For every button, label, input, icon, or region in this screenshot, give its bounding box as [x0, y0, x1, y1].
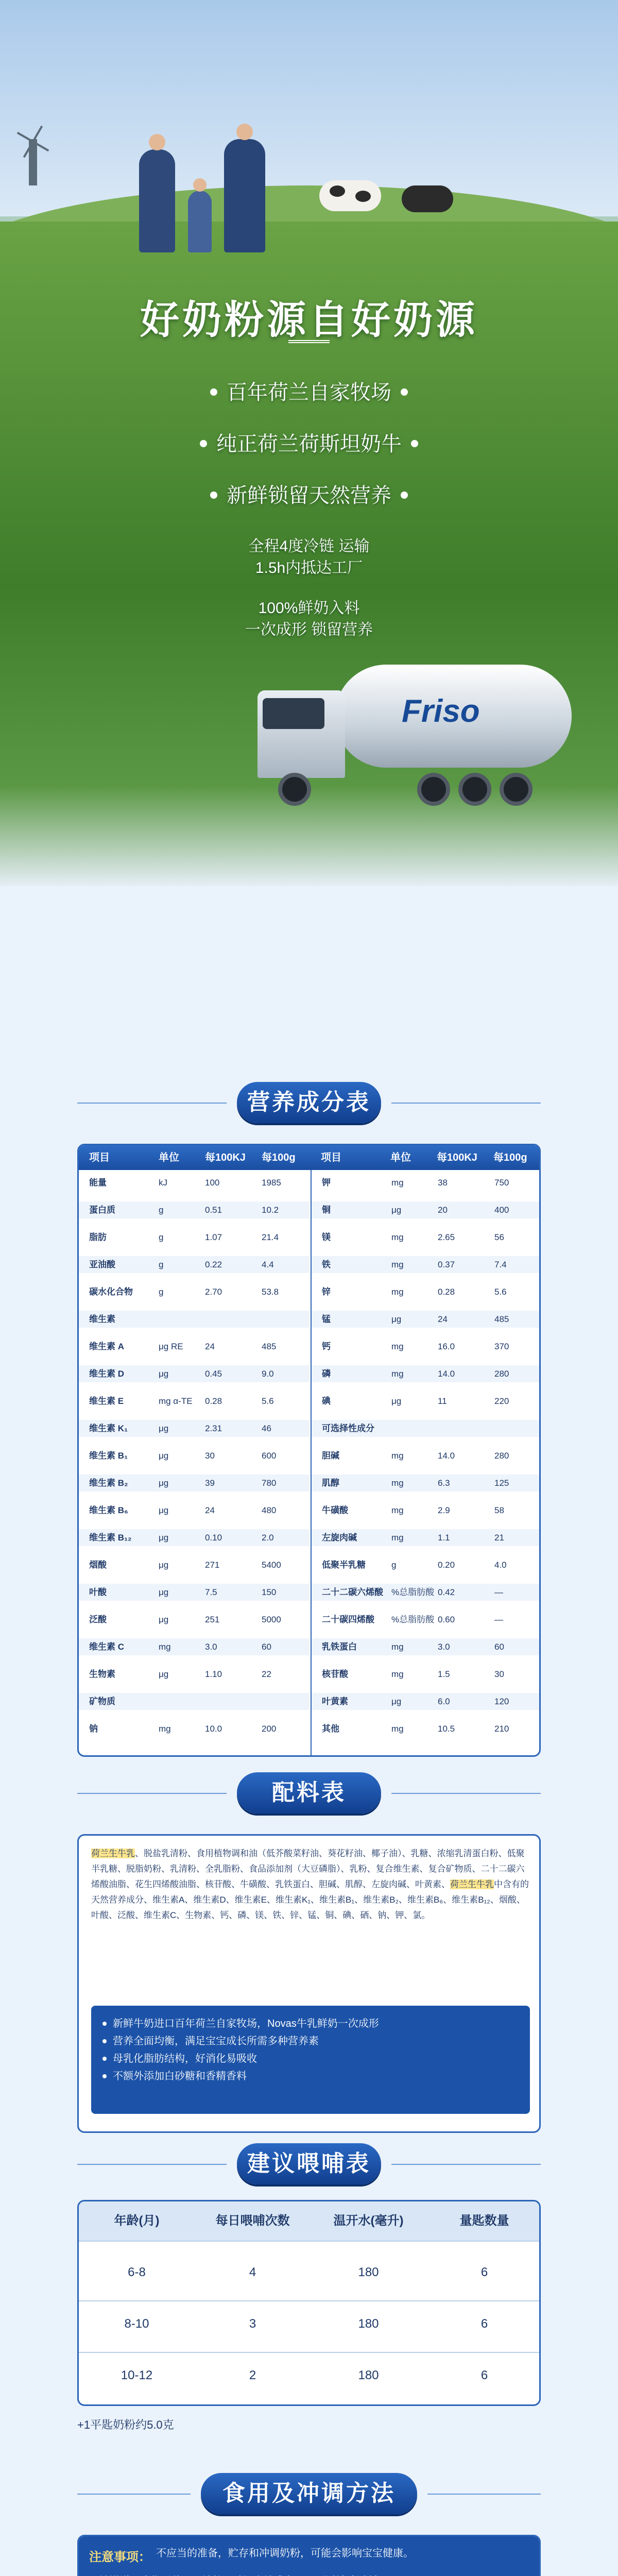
nutrition-cell: 0.51 — [205, 1205, 222, 1215]
hero-line-2: 纯正荷兰荷斯坦奶牛 — [0, 428, 618, 457]
nutrition-cell: 矿物质 — [89, 1697, 115, 1706]
section-header-usage: 食用及冲调方法 — [0, 2473, 618, 2519]
nutrition-cell: 750 — [494, 1178, 509, 1188]
feeding-note: +1平匙奶粉约5.0克 — [77, 2418, 174, 2431]
nutrition-row — [312, 1174, 541, 1191]
nutrition-cell: 220 — [494, 1396, 509, 1406]
nutrition-cell: 叶黄素 — [322, 1697, 348, 1706]
nutrition-cell: 10.0 — [205, 1724, 222, 1734]
nutrition-cell: 0.37 — [438, 1260, 455, 1269]
nutrition-cell: kJ — [159, 1178, 167, 1188]
nutrition-cell: 60 — [262, 1642, 271, 1652]
nutrition-cell: 乳铁蛋白 — [322, 1642, 357, 1652]
nutrition-row — [79, 1420, 310, 1437]
nutrition-cell: 4.0 — [494, 1560, 507, 1570]
nutrition-cell: 0.60 — [438, 1615, 455, 1624]
nutrition-cell: 碳水化合物 — [89, 1287, 133, 1297]
nutrition-cell: 14.0 — [438, 1369, 455, 1379]
nutrition-cell: 60 — [494, 1642, 504, 1652]
nutrition-cell: 125 — [494, 1478, 509, 1488]
nutrition-cell: μg — [391, 1314, 402, 1324]
nutrition-cell: 维生素 D — [89, 1369, 124, 1379]
nutrition-cell: mg — [391, 1669, 404, 1679]
nutrition-cell: 2.0 — [262, 1533, 274, 1543]
nutrition-row — [312, 1283, 541, 1300]
nutrition-cell: μg — [159, 1505, 169, 1515]
nutrition-cell: g — [159, 1205, 164, 1215]
hero-coldchain: 全程4度冷链 运输 1.5h内抵达工厂 — [248, 538, 370, 577]
nutrition-cell: 叶酸 — [89, 1587, 107, 1597]
nutrition-cell: 核苷酸 — [322, 1669, 348, 1679]
section-header-nutrition: 营养成分表 — [0, 1082, 618, 1128]
hero-freshmilk: 100%鲜奶入料 一次成形 锁留营养 — [245, 600, 373, 638]
nutrition-cell: 1985 — [262, 1178, 281, 1188]
nutrition-row — [79, 1201, 310, 1218]
nutrition-cell: 53.8 — [262, 1287, 279, 1297]
nutrition-cell: 280 — [494, 1451, 509, 1461]
nutrition-cell: 磷 — [322, 1369, 331, 1379]
nutrition-cell: 14.0 — [438, 1451, 455, 1461]
nutrition-cell: 30 — [205, 1451, 215, 1461]
hero-line-1: 百年荷兰自家牧场 — [0, 376, 618, 405]
nutrition-cell: 5.6 — [494, 1287, 507, 1297]
nutrition-cell: — — [494, 1587, 503, 1597]
nutrition-row — [79, 1556, 310, 1573]
nutrition-row — [79, 1529, 310, 1546]
nutrition-cell: 200 — [262, 1724, 277, 1734]
nutrition-cell: 锌 — [322, 1287, 331, 1297]
nutrition-cell: 485 — [262, 1342, 277, 1351]
nutrition-row — [79, 1338, 310, 1355]
nutrition-row — [312, 1584, 541, 1601]
nutrition-cell: μg — [159, 1423, 169, 1433]
nutrition-row — [79, 1447, 310, 1464]
nutrition-row — [312, 1201, 541, 1218]
nutrition-cell: 蛋白质 — [89, 1205, 115, 1215]
nutrition-row — [312, 1311, 541, 1328]
nutrition-cell: 维生素 A — [89, 1342, 124, 1351]
nutrition-cell: 胆碱 — [322, 1451, 339, 1461]
nutrition-cell: 可选择性成分 — [322, 1423, 374, 1433]
family-photo — [139, 129, 294, 252]
nutrition-row — [79, 1693, 310, 1710]
nutrition-row — [312, 1638, 541, 1655]
usage-notice: 注意事项： 不应当的准备，贮存和冲调奶粉，可能会影响宝宝健康。 — [79, 2536, 541, 2576]
nutrition-cell: mg — [391, 1451, 404, 1461]
nutrition-row — [79, 1311, 310, 1328]
nutrition-row — [312, 1666, 541, 1683]
nutrition-cell: 碘 — [322, 1396, 331, 1406]
nutrition-cell: 钾 — [322, 1178, 331, 1188]
nutrition-cell: mg — [391, 1287, 404, 1297]
nutrition-cell: mg — [159, 1642, 171, 1652]
nutrition-cell: 生物素 — [89, 1669, 115, 1679]
nutrition-cell: 1.07 — [205, 1232, 222, 1242]
nutrition-cell: 21.4 — [262, 1232, 279, 1242]
nutrition-cell: 1.10 — [205, 1669, 222, 1679]
nutrition-cell: 钠 — [89, 1724, 98, 1734]
nutrition-cell: 370 — [494, 1342, 509, 1351]
hero-banner — [0, 0, 618, 886]
sky — [0, 0, 618, 216]
nutrition-cell: 24 — [438, 1314, 448, 1324]
nutrition-cell: μg — [391, 1697, 402, 1706]
ingredients-highlights: 新鲜牛奶进口百年荷兰自家牧场，Novas牛乳鲜奶一次成形 营养全面均衡，满足宝宝成长所需多种营养素 母乳化脂肪结构，好消化易吸收 不额外添加白砂糖和香精香料 — [91, 2006, 530, 2114]
nutrition-cell: %总脂肪酸 — [391, 1587, 435, 1597]
nutrition-row — [312, 1420, 541, 1437]
nutrition-cell: g — [159, 1232, 164, 1242]
nutrition-row — [312, 1529, 541, 1546]
feeding-table: 年龄(月) 每日喂哺次数 温开水(毫升) 量匙数量 6-8 4 180 6 8-10 3 180 6 10-12 2 180 6 — [77, 2200, 541, 2406]
nutrition-row — [312, 1338, 541, 1355]
nutrition-cell: %总脂肪酸 — [391, 1615, 435, 1624]
nutrition-cell: 0.28 — [438, 1287, 455, 1297]
nutrition-cell: 0.10 — [205, 1533, 222, 1543]
nutrition-cell: mg — [391, 1642, 404, 1652]
windmill-icon — [23, 124, 43, 185]
nutrition-cell: 2.65 — [438, 1232, 455, 1242]
nutrition-cell: 牛磺酸 — [322, 1505, 348, 1515]
nutrition-cell: 400 — [494, 1205, 509, 1215]
nutrition-cell: mg — [391, 1724, 404, 1734]
nutrition-cell: mg — [159, 1724, 171, 1734]
nutrition-row — [79, 1174, 310, 1191]
nutrition-cell: 5.6 — [262, 1396, 274, 1406]
nutrition-cell: 维生素 E — [89, 1396, 124, 1406]
nutrition-cell: mg — [391, 1178, 404, 1188]
nutrition-cell: 锰 — [322, 1314, 331, 1324]
nutrition-cell: 6.3 — [438, 1478, 450, 1488]
nutrition-cell: 210 — [494, 1724, 509, 1734]
nutrition-cell: 二十碳四烯酸 — [322, 1615, 374, 1624]
nutrition-cell: 镁 — [322, 1232, 331, 1242]
nutrition-cell: 120 — [494, 1697, 509, 1706]
nutrition-cell: 脂肪 — [89, 1232, 107, 1242]
nutrition-cell: 5400 — [262, 1560, 281, 1570]
nutrition-cell: 肌醇 — [322, 1478, 339, 1488]
nutrition-cell: μg — [159, 1451, 169, 1461]
nutrition-cell: μg RE — [159, 1342, 183, 1351]
nutrition-cell: 6.0 — [438, 1697, 450, 1706]
nutrition-cell: 0.20 — [438, 1560, 455, 1570]
milk-truck — [247, 644, 577, 819]
nutrition-cell: 24 — [205, 1505, 215, 1515]
cow — [319, 180, 381, 211]
nutrition-cell: 左旋肉碱 — [322, 1533, 357, 1543]
nutrition-cell: 0.45 — [205, 1369, 222, 1379]
ingredients-text: 荷兰生牛乳、脱盐乳清粉、食用植物调和油（低芥酸菜籽油、葵花籽油、椰子油）、乳糖、浓缩乳清蛋白粉、低聚半乳糖、脱脂奶粉、乳清粉、全乳脂粉、食品添加剂（大豆磷脂）、乳粉、复合维生素、复合矿物质、二十二碳六烯酸油脂、花生四烯酸油脂、核苷酸、牛磺酸、乳铁蛋白、胆碱、肌醇、左旋肉碱、叶黄素、荷兰生牛乳中含有的天然营养成分、维生素A、维生素D、维生素E、维生素K₁、维生素B₁、维生素B₂、维生素B₆、维生素B₁₂、烟酸、叶酸、泛酸、维生素C、生物素、钙、磷、镁、铁、锌、锰、铜、碘、硒、钠、钾、氯。 — [91, 1849, 529, 1920]
nutrition-cell: 271 — [205, 1560, 220, 1570]
nutrition-cell: 38 — [438, 1178, 448, 1188]
nutrition-cell: 1.5 — [438, 1669, 450, 1679]
nutrition-row — [79, 1393, 310, 1410]
nutrition-row — [79, 1256, 310, 1273]
hero-title: 好奶粉源自好奶源 — [140, 298, 478, 342]
nutrition-cell: μg — [159, 1369, 169, 1379]
section-header-ingredients: 配料表 — [0, 1772, 618, 1819]
nutrition-cell: 11 — [438, 1396, 447, 1406]
nutrition-cell: 2.70 — [205, 1287, 222, 1297]
nutrition-cell: 251 — [205, 1615, 220, 1624]
nutrition-cell: 3.0 — [205, 1642, 217, 1652]
nutrition-row — [312, 1502, 541, 1519]
nutrition-cell: mg α-TE — [159, 1396, 193, 1406]
nutrition-cell: 维生素 B₁ — [89, 1451, 128, 1461]
nutrition-cell: 56 — [494, 1232, 504, 1242]
nutrition-cell: μg — [159, 1615, 169, 1624]
nutrition-cell: 30 — [494, 1669, 504, 1679]
usage-card — [77, 2535, 541, 2576]
nutrition-cell: 480 — [262, 1505, 277, 1515]
nutrition-cell: μg — [391, 1205, 402, 1215]
nutrition-cell: 维生素 C — [89, 1642, 124, 1652]
nutrition-cell: 铜 — [322, 1205, 331, 1215]
nutrition-cell: 0.42 — [438, 1587, 455, 1597]
nutrition-cell: 低聚半乳糖 — [322, 1560, 366, 1570]
nutrition-cell: μg — [159, 1478, 169, 1488]
nutrition-cell: mg — [391, 1232, 404, 1242]
nutrition-cell: mg — [391, 1342, 404, 1351]
nutrition-row — [312, 1611, 541, 1628]
nutrition-cell: mg — [391, 1533, 404, 1543]
nutrition-cell: 10.5 — [438, 1724, 455, 1734]
section-header-feeding: 建议喂哺表 — [0, 2143, 618, 2190]
nutrition-row — [79, 1720, 310, 1737]
nutrition-cell: 7.4 — [494, 1260, 507, 1269]
nutrition-cell: 2.9 — [438, 1505, 450, 1515]
nutrition-cell: 9.0 — [262, 1369, 274, 1379]
nutrition-cell: 0.22 — [205, 1260, 222, 1269]
nutrition-row — [312, 1229, 541, 1246]
nutrition-cell: 铁 — [322, 1260, 331, 1269]
nutrition-cell: 钙 — [322, 1342, 331, 1351]
nutrition-cell: 亚油酸 — [89, 1260, 115, 1269]
hero-line-3: 新鲜锁留天然营养 — [0, 479, 618, 509]
nutrition-row — [312, 1393, 541, 1410]
nutrition-cell: 能量 — [89, 1178, 107, 1188]
nutrition-cell: 维生素 B₁₂ — [89, 1533, 132, 1543]
nutrition-cell: 46 — [262, 1423, 271, 1433]
nutrition-cell: 0.28 — [205, 1396, 222, 1406]
nutrition-cell: 20 — [438, 1205, 448, 1215]
nutrition-cell: 10.2 — [262, 1205, 279, 1215]
nutrition-cell: g — [391, 1560, 397, 1570]
nutrition-cell: 3.0 — [438, 1642, 450, 1652]
ingredients-card — [77, 1834, 541, 2133]
nutrition-cell: μg — [159, 1587, 169, 1597]
nutrition-row — [312, 1556, 541, 1573]
nutrition-cell: — — [494, 1615, 503, 1624]
nutrition-cell: 维生素 — [89, 1314, 115, 1324]
nutrition-cell: μg — [391, 1396, 402, 1406]
nutrition-table — [77, 1144, 541, 1757]
nutrition-cell: mg — [391, 1260, 404, 1269]
nutrition-cell: mg — [391, 1478, 404, 1488]
nutrition-cell: 其他 — [322, 1724, 339, 1734]
nutrition-cell: 21 — [494, 1533, 504, 1543]
nutrition-row — [79, 1475, 310, 1492]
nutrition-cell: 39 — [205, 1478, 215, 1488]
nutrition-cell: 维生素 B₂ — [89, 1478, 128, 1488]
nutrition-cell: 7.5 — [205, 1587, 217, 1597]
ornament — [288, 340, 330, 343]
nutrition-cell: μg — [159, 1560, 169, 1570]
brand-logo: Friso — [402, 693, 480, 729]
nutrition-cell: 烟酸 — [89, 1560, 107, 1570]
nutrition-cell: μg — [159, 1669, 169, 1679]
nutrition-cell: 24 — [205, 1342, 215, 1351]
nutrition-cell: 5000 — [262, 1615, 281, 1624]
nutrition-row — [79, 1611, 310, 1628]
nutrition-row — [79, 1365, 310, 1382]
nutrition-row — [79, 1638, 310, 1655]
nutrition-cell: 100 — [205, 1178, 220, 1188]
nutrition-row — [79, 1229, 310, 1246]
nutrition-row — [312, 1475, 541, 1492]
nutrition-cell: 280 — [494, 1369, 509, 1379]
nutrition-cell: 150 — [262, 1587, 277, 1597]
nutrition-cell: 58 — [494, 1505, 504, 1515]
nutrition-cell: 2.31 — [205, 1423, 222, 1433]
nutrition-cell: μg — [159, 1533, 169, 1543]
nutrition-row — [312, 1256, 541, 1273]
nutrition-row — [79, 1584, 310, 1601]
nutrition-cell: g — [159, 1287, 164, 1297]
nutrition-cell: 维生素 K₁ — [89, 1423, 128, 1433]
nutrition-cell: 16.0 — [438, 1342, 455, 1351]
nutrition-row — [312, 1720, 541, 1737]
nutrition-cell: 4.4 — [262, 1260, 274, 1269]
nutrition-table-header: 项目 单位 每100KJ 每100g 项目 单位 每100KJ 每100g — [79, 1145, 541, 1170]
nutrition-cell: 485 — [494, 1314, 509, 1324]
nutrition-cell: 维生素 B₆ — [89, 1505, 128, 1515]
nutrition-row — [312, 1447, 541, 1464]
nutrition-row — [79, 1666, 310, 1683]
nutrition-row — [79, 1283, 310, 1300]
cow — [402, 185, 453, 212]
nutrition-cell: 780 — [262, 1478, 277, 1488]
nutrition-cell: 22 — [262, 1669, 271, 1679]
nutrition-cell: 二十二碳六烯酸 — [322, 1587, 383, 1597]
nutrition-cell: mg — [391, 1505, 404, 1515]
nutrition-cell: 泛酸 — [89, 1615, 107, 1624]
nutrition-row — [79, 1502, 310, 1519]
nutrition-row — [312, 1365, 541, 1382]
nutrition-cell: 600 — [262, 1451, 277, 1461]
nutrition-cell: mg — [391, 1369, 404, 1379]
nutrition-cell: 1.1 — [438, 1533, 450, 1543]
nutrition-row — [312, 1693, 541, 1710]
nutrition-cell: g — [159, 1260, 164, 1269]
